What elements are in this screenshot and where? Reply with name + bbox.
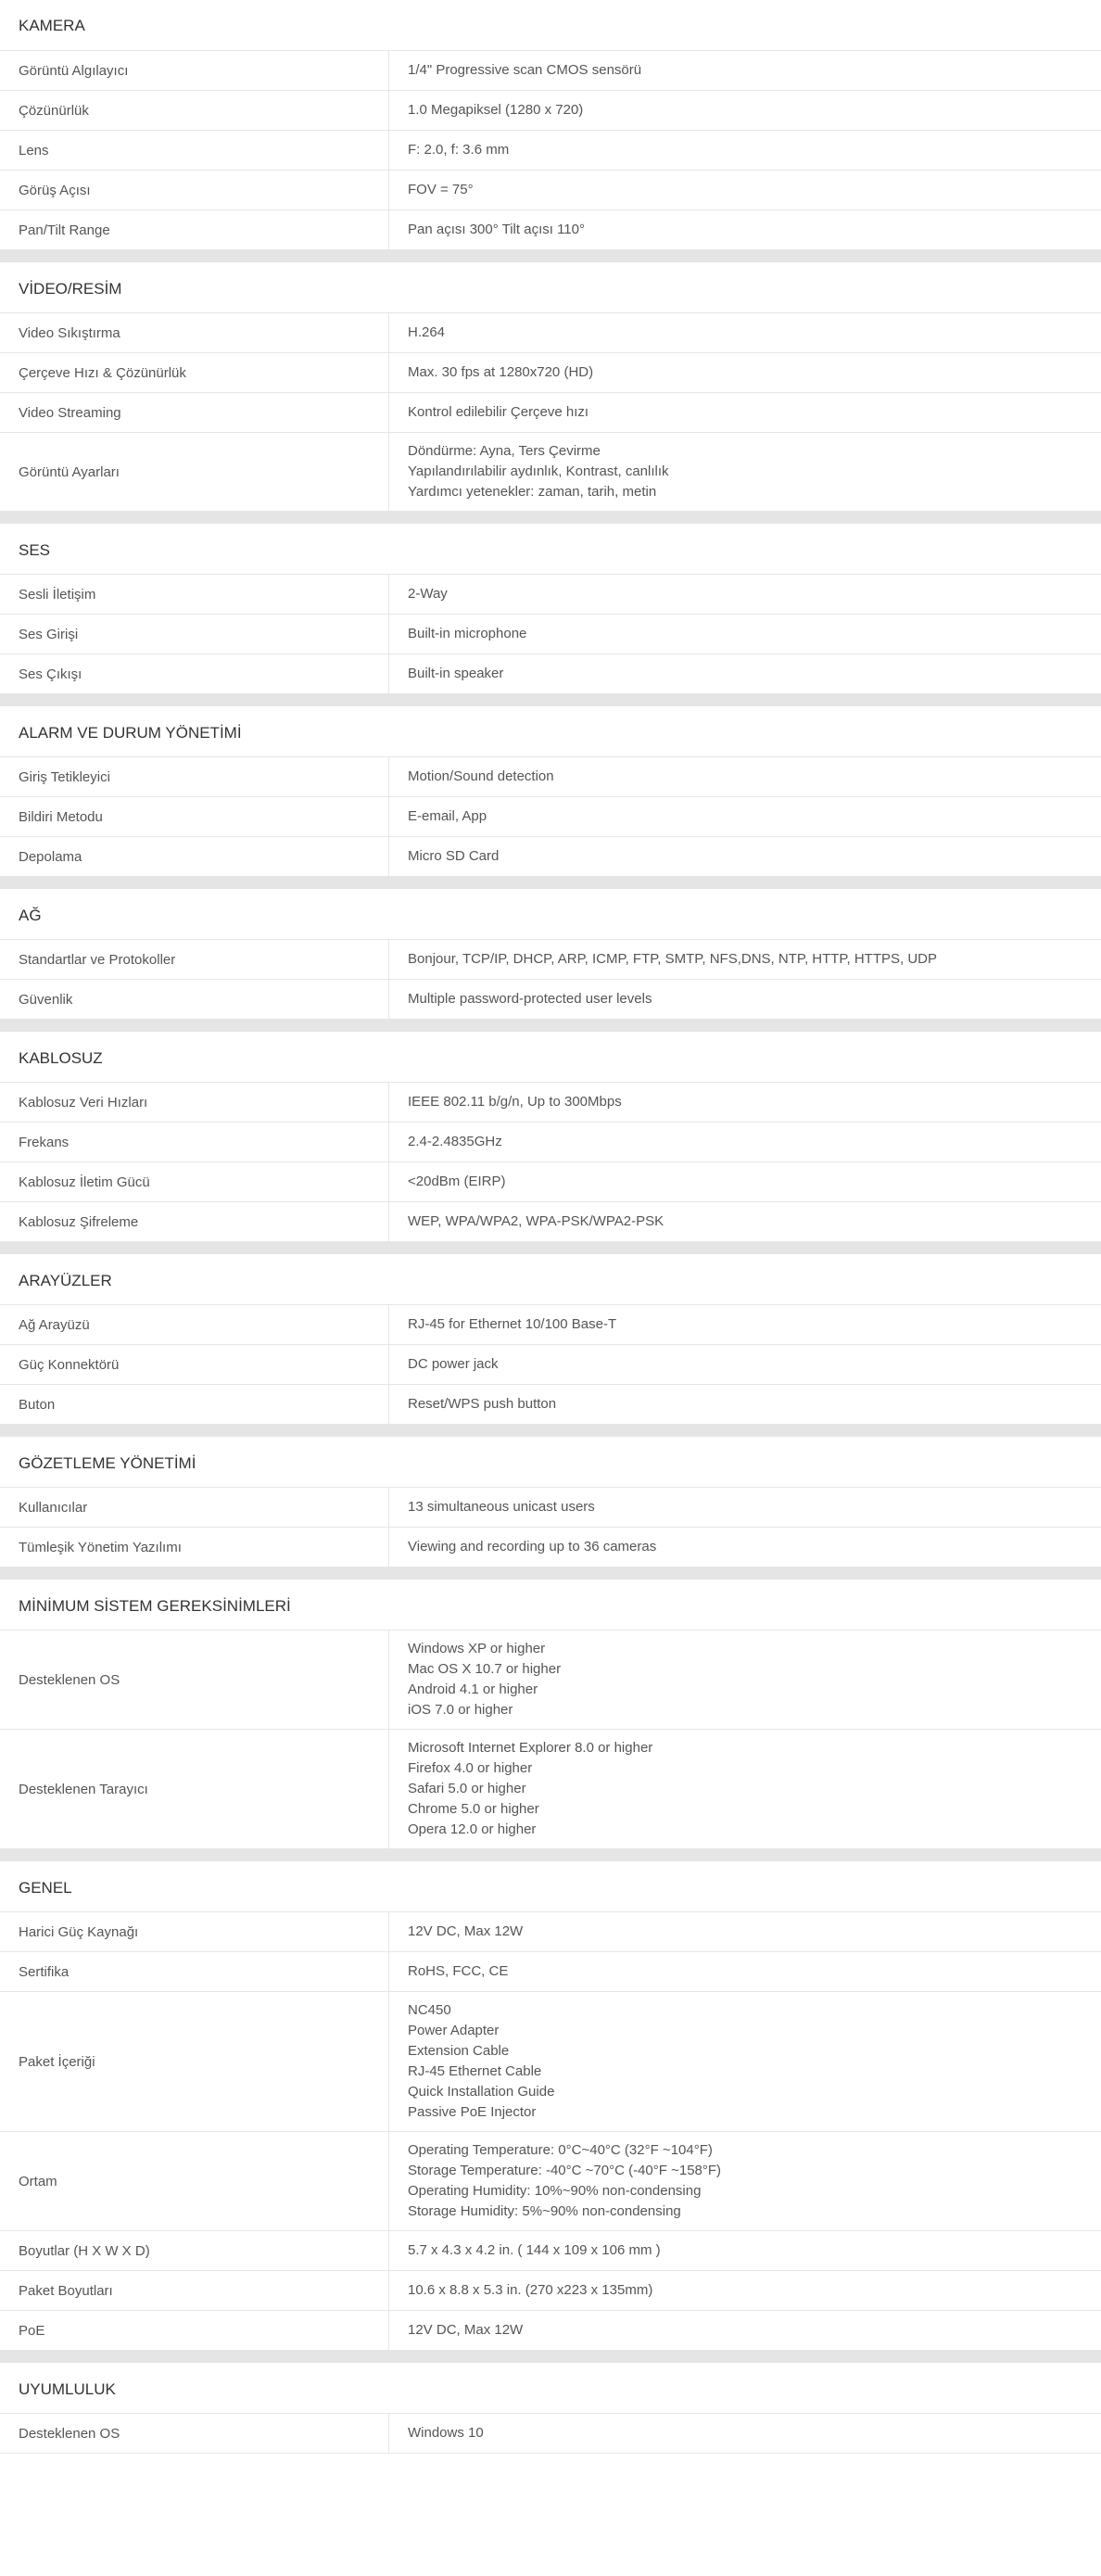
spec-value-line: Storage Temperature: -40°C ~70°C (-40°F ~158°F) xyxy=(408,2163,722,2178)
spec-value xyxy=(389,1631,1101,1729)
spec-value xyxy=(389,757,1101,796)
spec-value-line: 1.0 Megapiksel (1280 x 720) xyxy=(408,102,584,118)
spec-label: Görüntü Algılayıcı xyxy=(0,51,389,90)
spec-value xyxy=(389,1952,1101,1991)
spec-value xyxy=(389,980,1101,1019)
spec-value xyxy=(389,353,1101,392)
spec-label: Buton xyxy=(0,1385,389,1424)
spec-value xyxy=(389,1123,1101,1161)
section-divider xyxy=(0,1425,1101,1437)
spec-value-line: IEEE 802.11 b/g/n, Up to 300Mbps xyxy=(408,1094,622,1110)
spec-label: Sesli İletişim xyxy=(0,575,389,614)
spec-label: Bildiri Metodu xyxy=(0,797,389,836)
spec-label: Harici Güç Kaynağı xyxy=(0,1912,389,1951)
spec-row xyxy=(0,2414,1101,2454)
spec-row xyxy=(0,353,1101,393)
spec-value-line: Built-in speaker xyxy=(408,666,504,681)
spec-value xyxy=(389,1385,1101,1424)
spec-row xyxy=(0,837,1101,877)
section-divider xyxy=(0,250,1101,262)
spec-value xyxy=(389,1202,1101,1241)
spec-value-line: RJ-45 Ethernet Cable xyxy=(408,2063,542,2079)
spec-row xyxy=(0,1123,1101,1162)
spec-label: Kullanıcılar xyxy=(0,1488,389,1527)
spec-value-line: Quick Installation Guide xyxy=(408,2084,555,2100)
spec-value-line: Max. 30 fps at 1280x720 (HD) xyxy=(408,364,594,380)
spec-value-line: RJ-45 for Ethernet 10/100 Base-T xyxy=(408,1316,617,1332)
spec-value-line: Kontrol edilebilir Çerçeve hızı xyxy=(408,404,589,420)
spec-row xyxy=(0,1305,1101,1345)
spec-row xyxy=(0,2311,1101,2351)
section-title: UYUMLULUK xyxy=(0,2365,1101,2414)
spec-value-line: Mac OS X 10.7 or higher xyxy=(408,1661,562,1677)
spec-row xyxy=(0,2271,1101,2311)
spec-value-line: 2.4-2.4835GHz xyxy=(408,1134,502,1149)
spec-label: Giriş Tetikleyici xyxy=(0,757,389,796)
spec-row xyxy=(0,1083,1101,1123)
spec-value-line: Yapılandırılabilir aydınlık, Kontrast, canlılık xyxy=(408,463,669,479)
section-divider xyxy=(0,1242,1101,1254)
spec-row xyxy=(0,91,1101,131)
spec-row xyxy=(0,1992,1101,2132)
spec-row xyxy=(0,131,1101,171)
spec-label: Tümleşik Yönetim Yazılımı xyxy=(0,1528,389,1567)
spec-label: Kablosuz İletim Gücü xyxy=(0,1162,389,1201)
spec-value-line: Windows XP or higher xyxy=(408,1641,546,1656)
spec-value-line: Reset/WPS push button xyxy=(408,1396,557,1412)
spec-value-line: Yardımcı yetenekler: zaman, tarih, metin xyxy=(408,484,657,500)
spec-value xyxy=(389,2311,1101,2350)
spec-label: Güvenlik xyxy=(0,980,389,1019)
spec-value-line: Operating Temperature: 0°C~40°C (32°F ~104°F) xyxy=(408,2142,713,2158)
spec-row xyxy=(0,654,1101,694)
spec-value-line: RoHS, FCC, CE xyxy=(408,1963,509,1979)
spec-row xyxy=(0,575,1101,615)
spec-row xyxy=(0,2231,1101,2271)
spec-value-line: Operating Humidity: 10%~90% non-condensing xyxy=(408,2183,702,2199)
spec-label: Video Sıkıştırma xyxy=(0,313,389,352)
spec-value-line: 1/4" Progressive scan CMOS sensörü xyxy=(408,62,642,78)
spec-label: Video Streaming xyxy=(0,393,389,432)
spec-value-line: Microsoft Internet Explorer 8.0 or higher xyxy=(408,1740,653,1756)
spec-value-line: Power Adapter xyxy=(408,2023,500,2038)
spec-value xyxy=(389,393,1101,432)
spec-value-line: Motion/Sound detection xyxy=(408,768,554,784)
spec-row xyxy=(0,1488,1101,1528)
spec-label: PoE xyxy=(0,2311,389,2350)
spec-label: Görüntü Ayarları xyxy=(0,433,389,511)
spec-label: Lens xyxy=(0,131,389,170)
spec-label: Frekans xyxy=(0,1123,389,1161)
spec-label: Standartlar ve Protokoller xyxy=(0,940,389,979)
spec-label: Sertifika xyxy=(0,1952,389,1991)
spec-label: Pan/Tilt Range xyxy=(0,210,389,249)
spec-value-line: DC power jack xyxy=(408,1356,499,1372)
spec-value xyxy=(389,210,1101,249)
spec-value-line: Micro SD Card xyxy=(408,848,500,864)
spec-value-line: E-email, App xyxy=(408,808,487,824)
spec-row xyxy=(0,1730,1101,1849)
spec-value xyxy=(389,1488,1101,1527)
spec-value-line: Built-in microphone xyxy=(408,626,527,641)
spec-label: Paket Boyutları xyxy=(0,2271,389,2310)
spec-label: Paket İçeriği xyxy=(0,1992,389,2131)
spec-value-line: 13 simultaneous unicast users xyxy=(408,1499,595,1515)
spec-label: Kablosuz Şifreleme xyxy=(0,1202,389,1241)
spec-value-line: Passive PoE Injector xyxy=(408,2104,537,2120)
section-title: KABLOSUZ xyxy=(0,1034,1101,1083)
spec-value xyxy=(389,1162,1101,1201)
section-divider xyxy=(0,1020,1101,1032)
spec-value-line: FOV = 75° xyxy=(408,182,474,197)
spec-value xyxy=(389,313,1101,352)
spec-row xyxy=(0,797,1101,837)
spec-value xyxy=(389,91,1101,130)
spec-value-line: Döndürme: Ayna, Ters Çevirme xyxy=(408,443,601,459)
spec-value-line: 12V DC, Max 12W xyxy=(408,1923,524,1939)
section-title: VİDEO/RESİM xyxy=(0,264,1101,313)
spec-row xyxy=(0,51,1101,91)
spec-label: Ağ Arayüzü xyxy=(0,1305,389,1344)
spec-row xyxy=(0,1952,1101,1992)
section-title: GÖZETLEME YÖNETİMİ xyxy=(0,1439,1101,1488)
spec-value xyxy=(389,797,1101,836)
spec-label: Görüş Açısı xyxy=(0,171,389,209)
spec-row xyxy=(0,210,1101,250)
spec-row xyxy=(0,313,1101,353)
spec-label: Çözünürlük xyxy=(0,91,389,130)
spec-value xyxy=(389,2132,1101,2230)
spec-value-line: Viewing and recording up to 36 cameras xyxy=(408,1539,657,1554)
spec-value-line: Opera 12.0 or higher xyxy=(408,1821,537,1837)
spec-label: Desteklenen Tarayıcı xyxy=(0,1730,389,1848)
section-divider xyxy=(0,512,1101,524)
spec-label: Çerçeve Hızı & Çözünürlük xyxy=(0,353,389,392)
spec-label: Güç Konnektörü xyxy=(0,1345,389,1384)
spec-value-line: Storage Humidity: 5%~90% non-condensing xyxy=(408,2203,681,2219)
spec-value xyxy=(389,2414,1101,2453)
spec-row xyxy=(0,1345,1101,1385)
spec-value xyxy=(389,51,1101,90)
spec-value-line: Chrome 5.0 or higher xyxy=(408,1801,539,1817)
section-divider xyxy=(0,1849,1101,1861)
section-divider xyxy=(0,2351,1101,2363)
spec-value-line: NC450 xyxy=(408,2002,451,2018)
spec-row xyxy=(0,980,1101,1020)
spec-row xyxy=(0,1631,1101,1730)
spec-value xyxy=(389,1730,1101,1848)
spec-value xyxy=(389,837,1101,876)
spec-row xyxy=(0,171,1101,210)
spec-value-line: 10.6 x 8.8 x 5.3 in. (270 x223 x 135mm) xyxy=(408,2282,653,2298)
spec-value xyxy=(389,433,1101,511)
section-divider xyxy=(0,877,1101,889)
section-title: AĞ xyxy=(0,891,1101,940)
spec-label: Desteklenen OS xyxy=(0,1631,389,1729)
spec-value xyxy=(389,1305,1101,1344)
spec-row xyxy=(0,1385,1101,1425)
spec-label: Depolama xyxy=(0,837,389,876)
spec-row xyxy=(0,940,1101,980)
spec-value-line: H.264 xyxy=(408,324,446,340)
section-title: KAMERA xyxy=(0,0,1101,51)
spec-row xyxy=(0,1528,1101,1567)
spec-row xyxy=(0,615,1101,654)
spec-row xyxy=(0,433,1101,512)
spec-value-line: Multiple password-protected user levels xyxy=(408,991,652,1007)
spec-value-line: <20dBm (EIRP) xyxy=(408,1174,506,1189)
spec-value xyxy=(389,2271,1101,2310)
spec-value xyxy=(389,575,1101,614)
spec-value xyxy=(389,171,1101,209)
spec-value xyxy=(389,2231,1101,2270)
spec-value-line: Bonjour, TCP/IP, DHCP, ARP, ICMP, FTP, SMTP, NFS,DNS, NTP, HTTP, HTTPS, UDP xyxy=(408,951,938,967)
spec-label: Ses Girişi xyxy=(0,615,389,654)
spec-value-line: Pan açısı 300° Tilt açısı 110° xyxy=(408,222,585,237)
spec-value xyxy=(389,1083,1101,1122)
spec-row xyxy=(0,393,1101,433)
spec-label: Boyutlar (H X W X D) xyxy=(0,2231,389,2270)
section-title: MİNİMUM SİSTEM GEREKSİNİMLERİ xyxy=(0,1581,1101,1631)
spec-label: Ortam xyxy=(0,2132,389,2230)
spec-row xyxy=(0,1202,1101,1242)
spec-label: Kablosuz Veri Hızları xyxy=(0,1083,389,1122)
spec-row xyxy=(0,2132,1101,2231)
spec-value xyxy=(389,131,1101,170)
spec-row xyxy=(0,757,1101,797)
spec-value xyxy=(389,615,1101,654)
section-title: GENEL xyxy=(0,1863,1101,1912)
spec-row xyxy=(0,1912,1101,1952)
spec-value xyxy=(389,1345,1101,1384)
spec-value-line: Firefox 4.0 or higher xyxy=(408,1760,533,1776)
section-divider xyxy=(0,694,1101,706)
spec-value-line: WEP, WPA/WPA2, WPA-PSK/WPA2-PSK xyxy=(408,1213,664,1229)
spec-label: Desteklenen OS xyxy=(0,2414,389,2453)
spec-value-line: F: 2.0, f: 3.6 mm xyxy=(408,142,510,158)
section-divider xyxy=(0,1567,1101,1580)
spec-value-line: iOS 7.0 or higher xyxy=(408,1702,513,1718)
spec-value-line: Extension Cable xyxy=(408,2043,510,2059)
spec-value-line: 5.7 x 4.3 x 4.2 in. ( 144 x 109 x 106 mm ) xyxy=(408,2242,661,2258)
section-title: ARAYÜZLER xyxy=(0,1256,1101,1305)
spec-value-line: Windows 10 xyxy=(408,2425,484,2441)
spec-value-line: 12V DC, Max 12W xyxy=(408,2322,524,2338)
section-title: SES xyxy=(0,526,1101,575)
spec-label: Ses Çıkışı xyxy=(0,654,389,693)
section-title: ALARM VE DURUM YÖNETİMİ xyxy=(0,708,1101,757)
spec-value xyxy=(389,1992,1101,2131)
spec-value-line: Android 4.1 or higher xyxy=(408,1681,538,1697)
spec-value xyxy=(389,940,1101,979)
spec-row xyxy=(0,1162,1101,1202)
spec-value-line: 2-Way xyxy=(408,586,448,602)
spec-value-line: Safari 5.0 or higher xyxy=(408,1781,526,1796)
spec-value xyxy=(389,1528,1101,1567)
spec-value xyxy=(389,1912,1101,1951)
spec-value xyxy=(389,654,1101,693)
